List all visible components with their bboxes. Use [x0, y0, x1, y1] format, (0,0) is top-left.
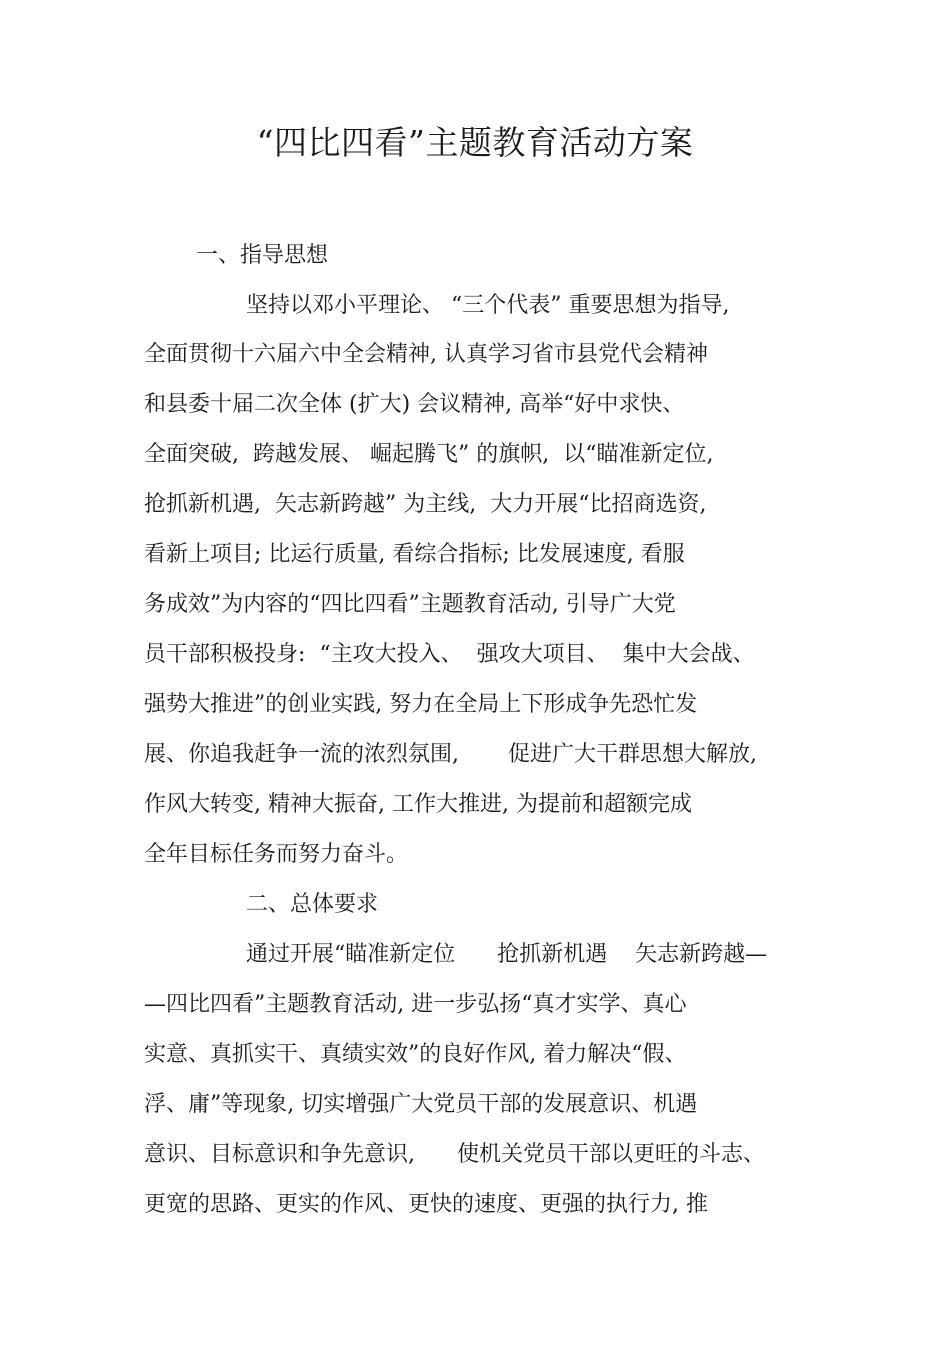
paragraph-line: 更宽的思路、更实的作风、更快的速度、更强的执行力, 推 [144, 1192, 708, 1217]
paragraph-line: 浮、庸”等现象, 切实增强广大党员干部的发展意识、机遇 [144, 1092, 698, 1117]
paragraph-line: 作风大转变, 精神大振奋, 工作大推进, 为提前和超额完成 [144, 792, 692, 817]
paragraph-line: 全面突破, 跨越发展、 崛起腾飞” 的旗帜, 以“瞄准新定位, [144, 442, 714, 467]
paragraph-line: —四比四看”主题教育活动, 进一步弘扬“真才实学、真心 [144, 992, 687, 1017]
paragraph-line: 员干部积极投身: “主攻大投入、 强攻大项目、 集中大会战、 [144, 642, 755, 667]
paragraph-line: 展、你追我赶争一流的浓烈氛围, 促进广大干群思想大解放, [144, 742, 757, 767]
section-heading-guiding-ideology: 一、指导思想 [196, 243, 329, 268]
paragraph-line: 强势大推进”的创业实践, 努力在全局上下形成争先恐忙发 [144, 692, 698, 717]
paragraph-line: 意识、目标意识和争先意识, 使机关党员干部以更旺的斗志、 [144, 1142, 765, 1167]
paragraph-line: 务成效”为内容的“四比四看”主题教育活动, 引导广大党 [144, 592, 676, 617]
paragraph-line: 看新上项目; 比运行质量, 看综合指标; 比发展速度, 看服 [144, 542, 685, 567]
paragraph-line: 实意、真抓实干、真绩实效”的良好作风, 着力解决“假、 [144, 1042, 687, 1067]
paragraph-line: 和县委十届二次全体 (扩大) 会议精神, 高举“好中求快、 [144, 392, 685, 417]
paragraph-line: 抢抓新机遇, 矢志新跨越” 为主线, 大力开展“比招商选资, [144, 492, 707, 517]
document-title: “四比四看”主题教育活动方案 [256, 123, 694, 162]
paragraph-line: 坚持以邓小平理论、 “三个代表” 重要思想为指导, [246, 293, 730, 318]
paragraph-line: 全面贯彻十六届六中全会精神, 认真学习省市县党代会精神 [144, 342, 708, 367]
section-heading-overall-requirements: 二、总体要求 [246, 892, 379, 917]
paragraph-line: 通过开展“瞄准新定位 抢抓新机遇 矢志新跨越— [246, 942, 768, 967]
paragraph-line: 全年目标任务而努力奋斗。 [144, 842, 409, 867]
